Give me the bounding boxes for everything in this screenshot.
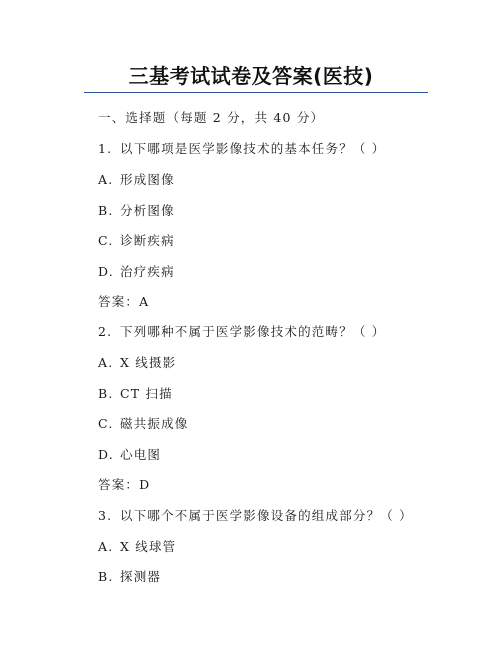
answer-1: 答案：A (98, 294, 150, 309)
option-letter: C. (98, 416, 114, 431)
option-letter: B. (98, 569, 114, 584)
document-title: 三基考试试卷及答案(医技) (128, 64, 374, 88)
option-1b (98, 201, 175, 219)
question-number: 1. (98, 141, 113, 156)
question-number: 3. (98, 508, 113, 523)
option-text: CT 扫描 (120, 386, 173, 401)
option-text: 诊断疾病 (120, 233, 175, 248)
option-text: 磁共振成像 (120, 416, 189, 431)
option-2b (98, 384, 173, 402)
option-1d (98, 262, 175, 280)
option-2d (98, 445, 161, 463)
answer-2: 答案：D (98, 477, 151, 492)
option-letter: D. (98, 447, 114, 462)
option-text: X 线摄影 (120, 355, 177, 370)
option-letter: B. (98, 203, 114, 218)
option-letter: B. (98, 386, 114, 401)
question-text: 以下哪项是医学影像技术的基本任务？（ ） (120, 141, 386, 156)
option-letter: C. (98, 233, 114, 248)
section-heading: 一、选择题（每题 2 分，共 40 分） (98, 110, 325, 125)
title-underline (84, 92, 428, 93)
question-text: 以下哪个不属于医学影像设备的组成部分？（ ） (120, 508, 413, 523)
option-2c (98, 414, 189, 432)
option-letter: D. (98, 264, 114, 279)
option-3b (98, 567, 161, 585)
option-letter: A. (98, 355, 114, 370)
option-text: 分析图像 (120, 203, 175, 218)
question-text: 下列哪种不属于医学影像技术的范畴？（ ） (120, 324, 386, 339)
question-2 (98, 322, 385, 340)
option-letter: A. (98, 539, 114, 554)
option-1a (98, 170, 175, 188)
question-1 (98, 139, 385, 157)
question-number: 2. (98, 324, 113, 339)
option-text: 形成图像 (120, 172, 175, 187)
option-2a (98, 353, 176, 371)
question-3 (98, 506, 413, 524)
option-text: 心电图 (120, 447, 162, 462)
option-text: 探测器 (120, 569, 162, 584)
option-text: 治疗疾病 (120, 264, 175, 279)
option-1c (98, 231, 175, 249)
option-3a (98, 537, 176, 555)
option-text: X 线球管 (120, 539, 177, 554)
option-letter: A. (98, 172, 114, 187)
